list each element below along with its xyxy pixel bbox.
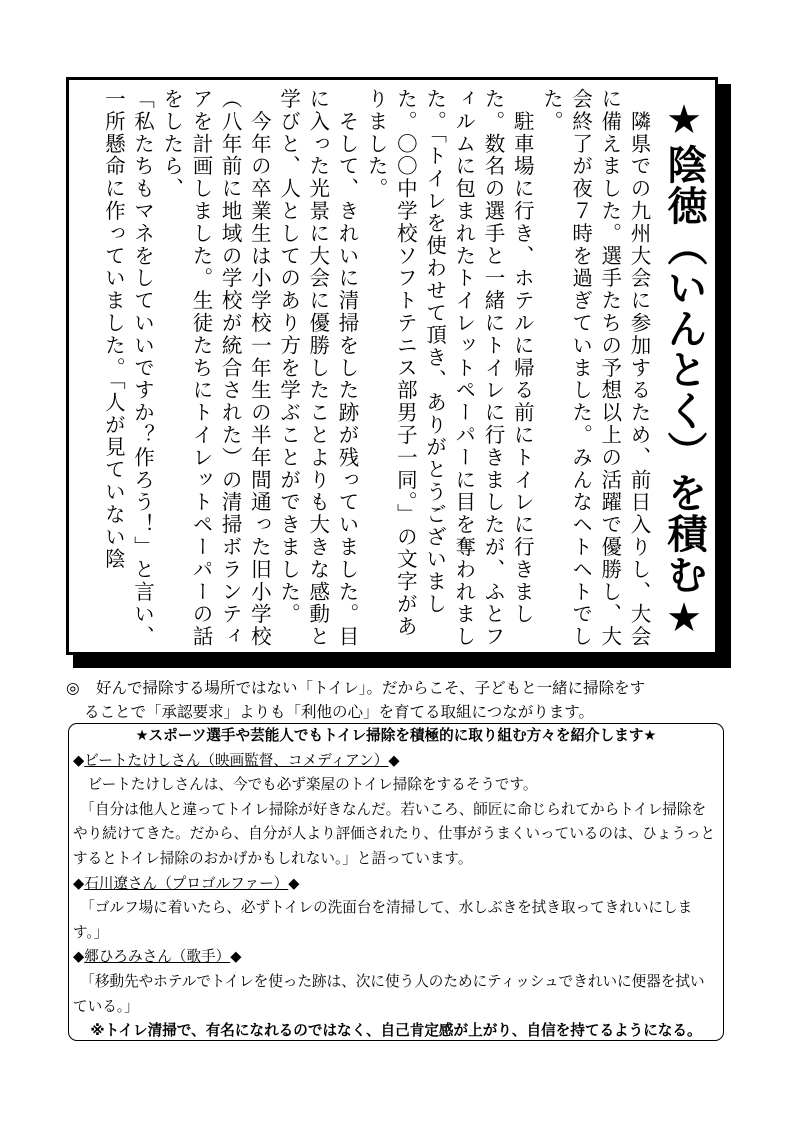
person-quote: 「移動先やホテルでトイレを使った跡は、次に使う人のためにティッシュできれいに便器を拭いている。」 — [73, 972, 705, 1015]
person-text: ビートたけしさんは、今でも必ず楽屋のトイレ掃除をするそうです。 — [73, 776, 538, 794]
note-line-2: ることで「承認要求」よりも「利他の心」を育てる取組につながります。 — [84, 703, 594, 721]
article-paragraph: そして、きれいに清掃をした跡が残っていました。目に入った光景に大会に優勝したことよりも大きな感動と学びと、人としてのあり方を学ぶことができました。 — [276, 88, 359, 648]
article-paragraph: 隣県での九州大会に参加するため、前日入りし、大会に備えました。選手たちの予想以上の活躍で優勝し、大会終了が夜７時を過ぎていました。みんなヘトヘトでした。 — [539, 88, 651, 648]
double-circle-icon: ◎ — [66, 679, 80, 697]
article-paragraph: 駐車場に行き、ホテルに帰る前にトイレに行きました。数名の選手と一緒にトイレに行きましたが、ふとフィルムに包まれたトイレットペーパーに目を奪われました。「トイレを使わせて頂き、ありがとうございました。〇〇中学校ソフトテニス部男子一同。」の文字がありました。 — [364, 88, 535, 648]
person-quote: 「自分は他人と違ってトイレ掃除が好きなんだ。若いころ、師匠に命じられてからトイレ掃除をやり続けてきた。だから、自分が人より評価されたり、仕事がうまくいっているのは、ひょうっとするとトイレ掃除のおかげかもしれない。」と語っています。 — [73, 800, 716, 867]
article-box — [66, 77, 718, 655]
intro-footer: ※トイレ清掃で、有名になれるのではなく、自己肯定感が上がり、自信を持てるようになる。 — [90, 1022, 702, 1040]
article-paragraph: 今年の卒業生は小学校一年生の半年間通った旧小学校（八年前に地域の学校が統合された）の清掃ボランティアを計画しました。生徒たちにトイレットペーパーの話をしたら、 — [159, 88, 272, 648]
person-name: ◆ビートたけしさん（映画監督、コメディアン）◆ — [73, 751, 400, 769]
person-name: ◆郷ひろみさん（歌手）◆ — [73, 948, 242, 966]
intro-header: ★スポーツ選手や芸能人でもトイレ掃除を積極的に取り組む方々を紹介します★ — [135, 727, 657, 744]
person-quote: 「ゴルフ場に着いたら、必ずトイレの洗面台を清掃して、水しぶきを拭き取ってきれいにします。」 — [73, 899, 693, 941]
note-line-1: ◎ 好んで掃除する場所ではない「トイレ」。だからこそ、子どもと一緒に掃除をす — [66, 676, 736, 700]
celebrity-intro-box — [68, 723, 724, 1041]
article-paragraph: 「私たちもマネをしていいですか？作ろう！」と言い、一所懸命に作っていました。「人が見ていない陰 — [101, 88, 155, 648]
article-title: ★陰徳（いんとく）を積む★ — [661, 96, 707, 642]
article-body — [73, 88, 653, 648]
person-name: ◆石川遼さん（プロゴルファー）◆ — [73, 874, 300, 892]
teacher-note — [66, 676, 736, 724]
